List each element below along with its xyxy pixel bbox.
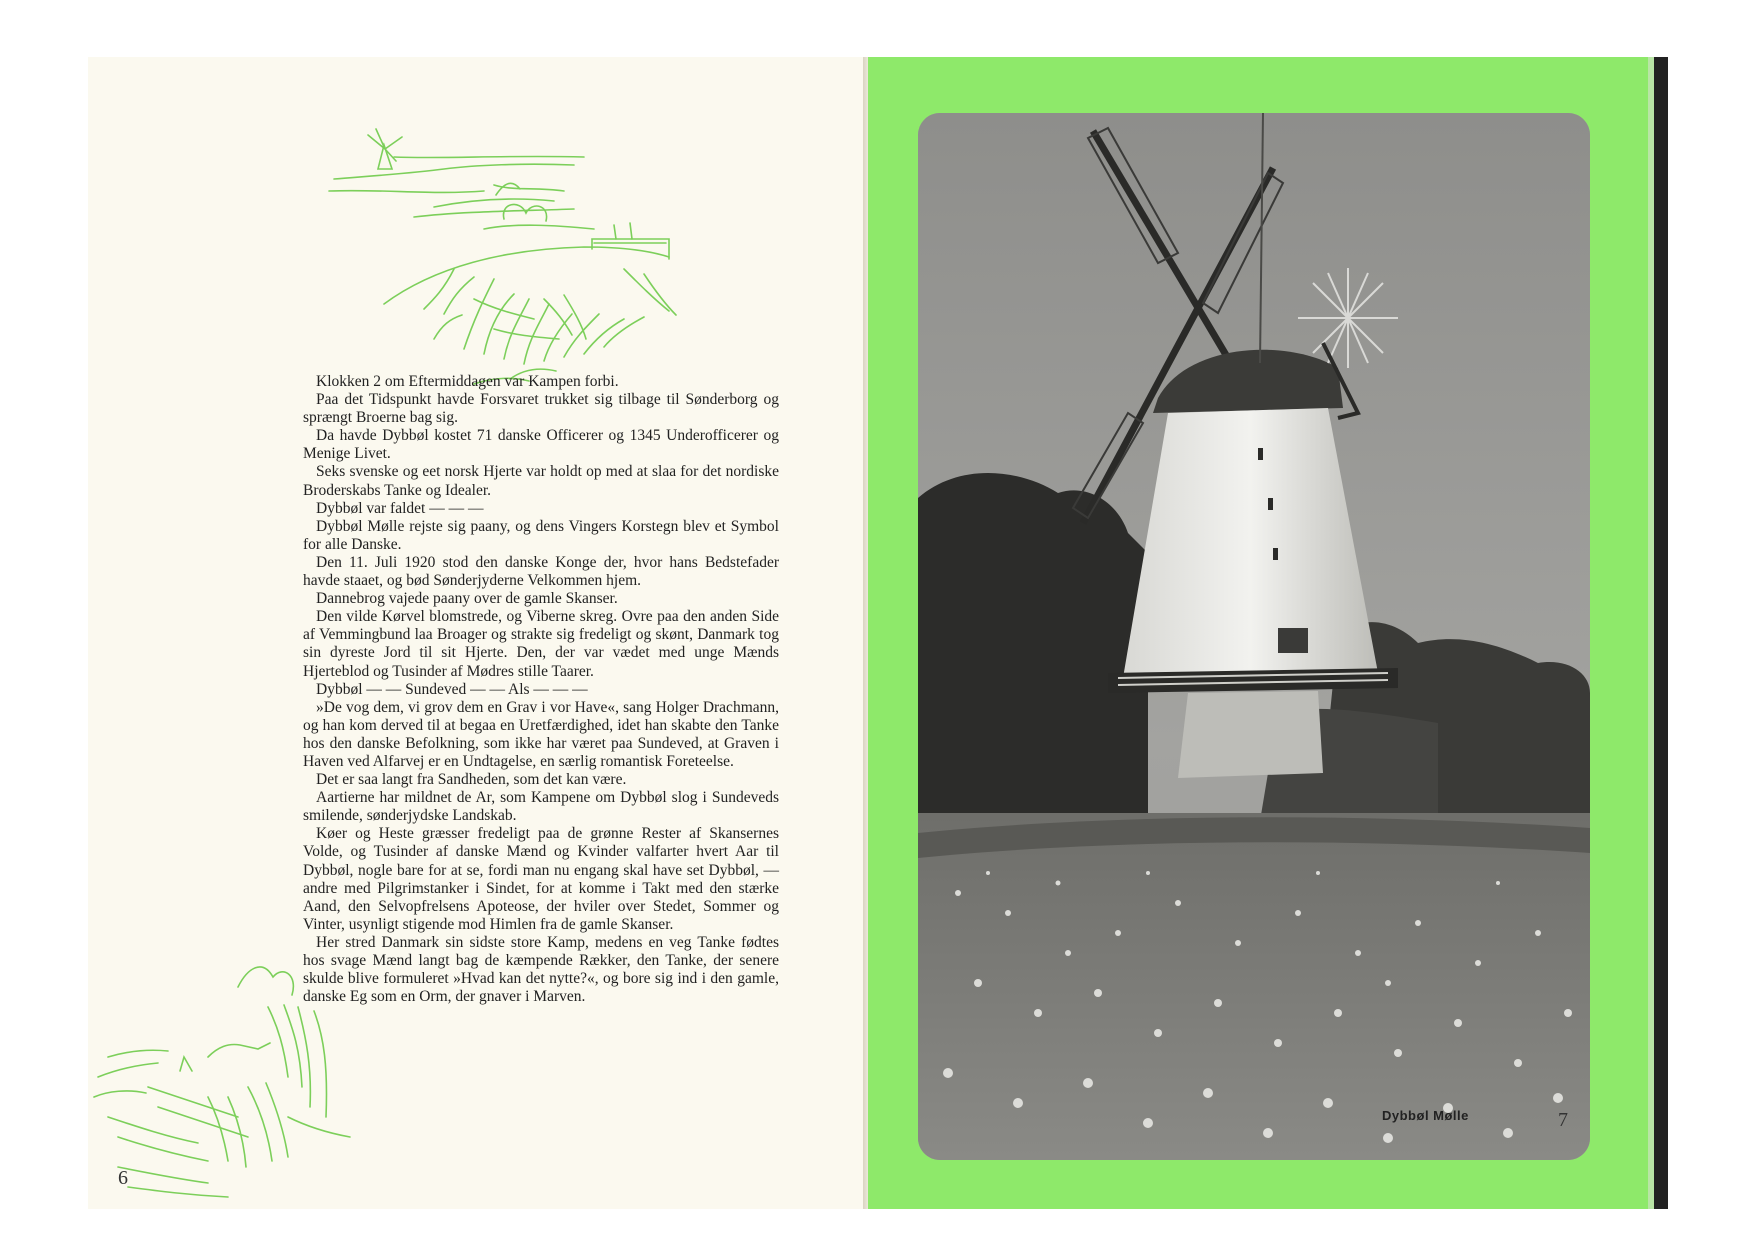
- paragraph: Paa det Tidspunkt havde Forsvaret trukket sig tilbage til Sønderborg og sprængt Broerne bag sig.: [303, 391, 779, 427]
- page-edge-shadow: [1654, 57, 1668, 1209]
- left-page: [88, 57, 866, 1209]
- paragraph: Dybbøl — — Sundeved — — Als — — —: [316, 680, 588, 698]
- paragraph: Den 11. Juli 1920 stod den danske Konge der, hvor hans Bedstefader havde staaet, og bød Sønderjyderne Velkommen hjem.: [303, 553, 779, 590]
- paragraph: Det er saa langt fra Sandheden, som det kan være.: [316, 771, 627, 789]
- article-text: [303, 373, 779, 1006]
- windmill-photo: [918, 113, 1590, 1160]
- paragraph: Klokken 2 om Eftermiddagen var Kampen forbi.: [316, 373, 619, 390]
- paragraph: Den vilde Kørvel blomstrede, og Viberne skreg. Ovre paa den anden Side af Vemmingbund laa Broager og strakte sig fredeligt og skønt, Danmark tog sin dyreste Jord til sit Hjerte. Den, der var vædet med unge Mænds Hjerteblod og Tusinder af Mødres stille Taarer.: [303, 608, 779, 680]
- page-number: 7: [1558, 1109, 1568, 1131]
- paragraph: Dybbøl Mølle rejste sig paany, og dens Vingers Korstegn blev et Symbol for alle Danske.: [303, 517, 779, 553]
- paragraph: Dannebrog vajede paany over de gamle Skanser.: [316, 590, 618, 608]
- paragraph: Da havde Dybbøl kostet 71 danske Officerer og 1345 Underofficerer og Menige Livet.: [303, 427, 779, 463]
- paragraph: »De vog dem, vi grov dem en Grav i vor Have«, sang Holger Drachmann, og han kom derved til at begaa en Uretfærdighed, idet han skabte den Tanke hos den danske Befolkning, som ikke har været paa Sundeved, at Graven i Haven ved Alfarvej er en Undtagelse, en særlig romantisk Foreteelse.: [303, 698, 779, 770]
- paragraph: Seks svenske og eet norsk Hjerte var holdt op med at slaa for det nordiske Broderskabs Tanke og Idealer.: [303, 463, 779, 499]
- photo-caption: Dybbøl Mølle: [1382, 1108, 1469, 1123]
- paragraph: Køer og Heste græsser fredeligt paa de grønne Rester af Skansernes Volde, og Tusinder af danske Mænd og Kvinder valfarter hvert Aar til Dybbøl, nogle bare for at se, fordi man nu engang skal have set Dybbøl, — andre med Pilgrimstanker i Sindet, for at komme i Takt med den stærke Aand, den Selvopfrelsens Apoteose, der hviler over Stedet, Sommer og Vinter, usynligt stigende mod Himlen fra de gamle Skanser.: [303, 825, 779, 933]
- page-number: 6: [118, 1167, 128, 1189]
- paragraph: Aartierne har mildnet de Ar, som Kampene om Dybbøl slog i Sundeveds smilende, sønderjydske Landskab.: [303, 789, 779, 825]
- paragraph: Her stred Danmark sin sidste store Kamp, medens en veg Tanke fødtes hos svage Mænd langt bag de kæmpende Rækker, den Tanke, der senere skulde blive formuleret »Hvad kan det nytte?«, og bore sig ind i den gamle, danske Eg som en Orm, der gnaver i Marven.: [303, 933, 779, 1006]
- landscape-sketch-top: [324, 99, 704, 399]
- paragraph: Dybbøl var faldet — — —: [316, 499, 484, 517]
- book-spread: [88, 57, 1668, 1209]
